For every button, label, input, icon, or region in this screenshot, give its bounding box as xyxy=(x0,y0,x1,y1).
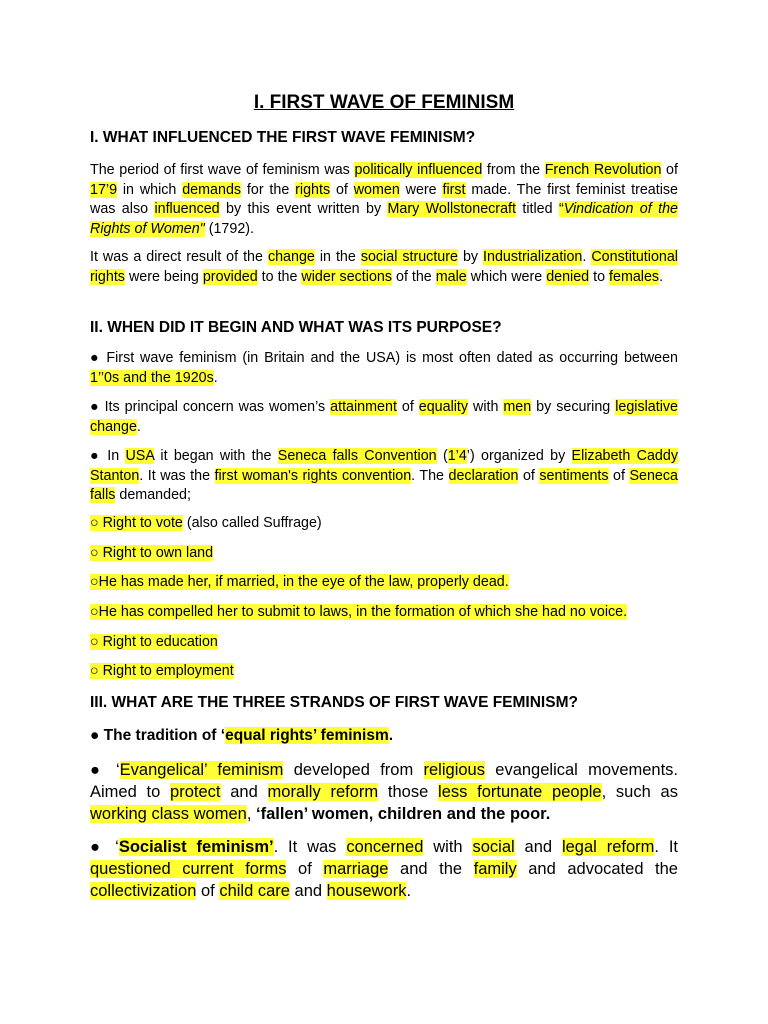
highlighted-text: collectivization xyxy=(90,882,197,900)
text-run: and the xyxy=(388,860,474,878)
highlighted-text: men xyxy=(503,399,532,415)
highlighted-text: influenced xyxy=(154,201,220,217)
text-run: and xyxy=(220,783,268,801)
text-run: ● Its principal concern was women’s xyxy=(90,399,331,415)
highlighted-text: first woman's rights convention xyxy=(214,467,412,484)
highlighted-text: questioned current forms xyxy=(90,860,287,878)
section-heading-3: III. WHAT ARE THE THREE STRANDS OF FIRST WAVE FEMINISM? xyxy=(90,694,578,711)
text-run: with xyxy=(423,838,473,856)
text-run: with xyxy=(468,399,504,415)
highlighted-text: wider sections xyxy=(301,268,393,285)
text-run: ● The tradition of ‘ xyxy=(90,727,226,744)
text-run: of xyxy=(518,467,540,484)
text-run: , such as xyxy=(601,783,678,801)
text-run: and advocated the xyxy=(516,860,678,878)
text-run: of xyxy=(661,162,678,178)
demand-item-vote xyxy=(90,515,322,531)
highlighted-text: USA xyxy=(125,448,155,464)
demand-item-dead xyxy=(90,574,509,590)
highlighted-text: “ xyxy=(558,201,564,217)
text-run: evangelical movements. Aimed to xyxy=(90,761,679,801)
text-run: . xyxy=(388,727,394,744)
highlighted-text: Seneca falls xyxy=(90,467,678,503)
highlighted-text: Mary Wollstonecraft xyxy=(387,201,516,217)
highlighted-text: 1’’0s and the 1920s xyxy=(90,369,214,386)
document-title: I. FIRST WAVE OF FEMINISM xyxy=(253,92,515,113)
highlighted-text: child care xyxy=(219,882,290,900)
highlighted-text: ○ Right to employment xyxy=(90,663,234,679)
text-run: , xyxy=(246,805,256,823)
highlighted-text: religious xyxy=(423,761,485,779)
highlighted-text: Industrialization xyxy=(483,249,583,265)
text-run: ● In xyxy=(90,448,126,464)
highlighted-text: Elizabeth Caddy Stanton xyxy=(90,448,678,484)
strand-equal-rights xyxy=(90,727,393,745)
highlighted-text: politically influenced xyxy=(354,162,483,178)
highlighted-text: French Revolution xyxy=(544,162,662,178)
paragraph-industrialization xyxy=(90,248,678,287)
highlighted-text: equality xyxy=(418,399,469,415)
text-run: for the xyxy=(241,181,296,198)
highlighted-text: ○ Right to own land xyxy=(90,545,214,561)
highlighted-text: denied xyxy=(546,268,590,285)
highlighted-text: 1’4 xyxy=(447,448,467,464)
text-run: ‘fallen’ women, children and the poor. xyxy=(255,805,551,823)
text-run: and xyxy=(514,838,562,856)
highlighted-text: working class women xyxy=(90,805,247,823)
text-run: demanded; xyxy=(115,487,191,503)
text-run: titled xyxy=(515,201,559,217)
text-run: . xyxy=(406,882,412,900)
highlighted-text: Vindication of the Rights of Women" xyxy=(90,201,678,237)
highlighted-text: family xyxy=(473,860,517,878)
text-run: and xyxy=(289,882,327,900)
text-run: . It xyxy=(654,838,679,856)
paragraph-seneca-falls xyxy=(90,447,678,506)
text-run: from the xyxy=(482,162,545,178)
highlighted-text: declaration xyxy=(448,467,519,484)
highlighted-text: social xyxy=(472,838,515,856)
text-run: ( xyxy=(436,448,448,464)
text-run: of xyxy=(330,181,354,198)
text-run: of the xyxy=(392,268,436,285)
highlighted-text: less fortunate people xyxy=(438,783,602,801)
text-run: by securing xyxy=(531,399,616,415)
section-heading-1: I. WHAT INFLUENCED THE FIRST WAVE FEMINISM? xyxy=(90,129,476,146)
highlighted-text: marriage xyxy=(323,860,389,878)
text-run: were being xyxy=(124,268,203,285)
highlighted-text: legal reform xyxy=(561,838,655,856)
text-run: ’) organized by xyxy=(466,448,572,464)
highlighted-text: women xyxy=(353,181,400,198)
text-run: ● First wave feminism (in Britain and the USA) is most often dated as occurring between xyxy=(90,350,678,366)
demand-item-education xyxy=(90,634,218,650)
highlighted-text: housework xyxy=(326,882,407,900)
highlighted-text: ○He has compelled her to submit to laws, in the formation of which she had no voice. xyxy=(90,604,628,620)
paragraph-dates xyxy=(90,349,678,388)
highlighted-text: provided xyxy=(202,268,258,285)
highlighted-text: change xyxy=(267,249,315,265)
text-run: It was a direct result of the xyxy=(90,249,268,265)
highlighted-text: social structure xyxy=(360,249,458,265)
text-run: in which xyxy=(117,181,183,198)
text-run: . xyxy=(659,268,664,285)
highlighted-text: Socialist feminism’ xyxy=(118,838,274,856)
highlighted-text: protect xyxy=(170,783,221,801)
highlighted-text: females xyxy=(609,268,660,285)
demand-item-employment xyxy=(90,663,234,679)
text-run: developed from xyxy=(283,761,424,779)
text-run: were xyxy=(399,181,443,198)
paragraph-influences xyxy=(90,161,678,239)
strand-socialist xyxy=(90,836,678,902)
text-run: (also called Suffrage) xyxy=(182,515,322,531)
text-run: which were xyxy=(466,268,547,285)
highlighted-text: Seneca falls Convention xyxy=(277,448,437,464)
text-run: . It was the xyxy=(139,467,215,484)
highlighted-text: equal rights’ feminism xyxy=(225,727,389,744)
text-run: it began with the xyxy=(154,448,278,464)
highlighted-text: legislative change xyxy=(90,399,678,435)
highlighted-text: 17’9 xyxy=(90,181,118,198)
demand-item-laws xyxy=(90,604,627,620)
highlighted-text: attainment xyxy=(330,399,397,415)
highlighted-text: ○He has made her, if married, in the eye of the law, properly dead. xyxy=(90,574,509,590)
highlighted-text: morally reform xyxy=(267,783,379,801)
section-heading-2: II. WHEN DID IT BEGIN AND WHAT WAS ITS PURPOSE? xyxy=(90,319,502,336)
text-run: by this event written by xyxy=(219,201,388,217)
highlighted-text: rights xyxy=(295,181,331,198)
highlighted-text: Evangelical’ feminism xyxy=(119,761,284,779)
text-run: of xyxy=(196,882,220,900)
text-run: . xyxy=(582,249,592,265)
demand-item-land xyxy=(90,545,213,561)
highlighted-text: concerned xyxy=(346,838,424,856)
text-run: in the xyxy=(314,249,361,265)
text-run: of xyxy=(608,467,630,484)
text-run: . The xyxy=(411,467,449,484)
text-run: of xyxy=(286,860,324,878)
highlighted-text: ○ Right to education xyxy=(90,634,218,650)
highlighted-text: Constitutional rights xyxy=(90,249,678,285)
text-run: ● ‘ xyxy=(90,761,120,779)
text-run: . xyxy=(213,369,218,386)
text-run: (1792). xyxy=(204,220,255,237)
highlighted-text: ○ Right to vote xyxy=(90,515,183,531)
highlighted-text: first xyxy=(442,181,466,198)
paragraph-principal-concern xyxy=(90,398,678,437)
text-run: made. The first feminist treatise was also xyxy=(90,181,678,217)
text-run: to the xyxy=(257,268,302,285)
text-run: to xyxy=(589,268,610,285)
text-run: ● ‘ xyxy=(90,838,119,856)
highlighted-text: demands xyxy=(182,181,242,198)
strand-evangelical xyxy=(90,759,678,825)
text-run: by xyxy=(457,249,484,265)
text-run: . xyxy=(136,418,141,435)
text-run: those xyxy=(378,783,439,801)
highlighted-text: male xyxy=(435,268,467,285)
text-run: The period of first wave of feminism was xyxy=(90,162,355,178)
text-run: of xyxy=(396,399,419,415)
text-run: . It was xyxy=(273,838,347,856)
highlighted-text: sentiments xyxy=(539,467,609,484)
